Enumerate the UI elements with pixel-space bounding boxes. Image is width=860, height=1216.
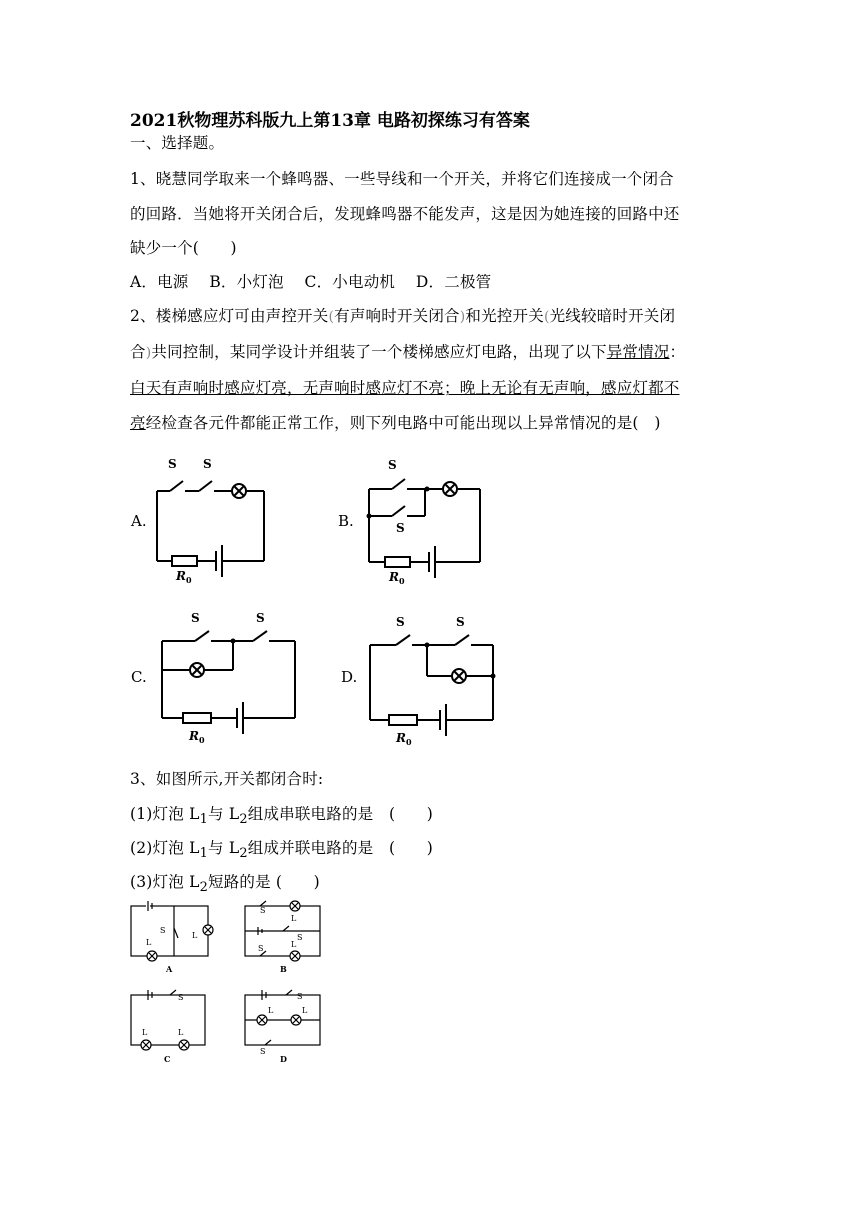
q2-text: 光线较暗时开关闭	[549, 307, 676, 325]
resistor-label: R	[189, 729, 199, 743]
switch-label: S	[260, 1047, 266, 1056]
page-title: 2021秋物理苏科版九上第13章 电路初探练习有答案	[130, 111, 530, 131]
lamp-label: L	[302, 1006, 308, 1015]
q3-subscript: 1	[199, 812, 208, 828]
lamp-label: L	[291, 940, 297, 949]
lamp-label: L	[178, 1028, 184, 1037]
q3-text: 组成并联电路的是 ( )	[247, 839, 433, 857]
q1-options: A．电源 B．小灯泡 C．小电动机 D．二极管	[130, 273, 492, 291]
q3-text: 与 L	[208, 839, 240, 857]
q3-subscript: 1	[199, 846, 208, 862]
switch-label: S	[203, 457, 212, 471]
q1-line-3: 缺少一个( )	[130, 239, 237, 257]
switch-label: S	[258, 944, 264, 953]
q3-circuit-c	[131, 990, 205, 1050]
q2-text: 和光控开关	[465, 307, 544, 325]
q3-circuit-b	[245, 901, 320, 961]
q3-intro: 3、如图所示,开关都闭合时:	[130, 770, 324, 788]
q3-text: (1)灯泡 L	[130, 805, 200, 823]
q2-text: 有声响时开关闭合	[334, 307, 460, 325]
switch-label: S	[456, 615, 465, 629]
switch-label: S	[260, 906, 266, 915]
q3-text: 组成串联电路的是 ( )	[247, 805, 433, 823]
q1-line-2: 的回路．当她将开关闭合后，发现蜂鸣器不能发声，这是因为她连接的回路中还	[130, 205, 680, 223]
q2-text: 共同控制，某同学设计并组装了一个楼梯感应灯电路，出现了以下	[151, 343, 607, 361]
q3-figure-label-d: D	[280, 1054, 287, 1064]
switch-label: S	[191, 611, 200, 625]
q2-option-d-label: D.	[341, 668, 358, 686]
resistor-subscript: 0	[399, 576, 405, 586]
lamp-label: L	[192, 931, 198, 940]
switch-label: S	[256, 611, 265, 625]
switch-label: S	[396, 615, 405, 629]
section-heading: 一、选择题。	[130, 134, 225, 152]
lamp-label: L	[142, 1028, 148, 1037]
q2-text: 合	[130, 343, 146, 361]
q2-text: ：	[669, 343, 686, 361]
q3-subscript: 2	[239, 846, 248, 862]
resistor-label: R	[176, 569, 186, 583]
q3-figure-label-b: B	[280, 964, 287, 974]
q2-option-b-label: B.	[338, 512, 354, 530]
q3-figure-label-a: A	[166, 964, 173, 974]
resistor-subscript: 0	[186, 575, 192, 585]
resistor-subscript: 0	[199, 735, 205, 745]
resistor-subscript: 0	[406, 737, 412, 747]
q2-line-3: 白天有声响时感应灯亮，无声响时感应灯不亮；晚上无论有无声响，感应灯都不	[130, 379, 680, 397]
switch-label: S	[178, 993, 184, 1002]
resistor-label: R	[389, 570, 399, 584]
q2-underlined-text: 异常情况	[606, 343, 670, 361]
q2-text: 2、楼梯感应灯可由声控开关	[130, 307, 329, 325]
q2-line-2: 合)共同控制，某同学设计并组装了一个楼梯感应灯电路，出现了以下异常情况：	[130, 343, 686, 361]
q2-option-c-label: C.	[131, 668, 147, 686]
switch-label: S	[388, 458, 397, 472]
switch-label: S	[168, 457, 177, 471]
q3-figure-label-c: C	[164, 1054, 171, 1064]
q3-text: 短路的是 ( )	[208, 873, 320, 891]
switch-label: S	[160, 926, 166, 935]
lamp-label: L	[268, 1006, 274, 1015]
q2-text: 经检查各元件都能正常工作，则下列电路中可能出现以上异常情况的是( )	[145, 414, 661, 432]
q3-circuit-d	[245, 990, 320, 1045]
q3-circuit-a	[131, 901, 213, 961]
q3-subscript: 2	[199, 880, 208, 896]
resistor-label: R	[396, 731, 406, 745]
lamp-label: L	[146, 938, 152, 947]
switch-label: S	[297, 933, 303, 942]
switch-label: S	[297, 992, 303, 1001]
q2-underlined-text: 亮	[130, 414, 146, 432]
switch-label: S	[396, 521, 405, 535]
lamp-label: L	[291, 914, 297, 923]
q3-text: (2)灯泡 L	[130, 839, 200, 857]
q3-subscript: 2	[239, 812, 248, 828]
q3-text: (3)灯泡 L	[130, 873, 200, 891]
q2-line-1: 2、楼梯感应灯可由声控开关(有声响时开关闭合)和光控开关(光线较暗时开关闭	[130, 307, 676, 325]
q2-option-a-label: A.	[131, 512, 147, 530]
q1-line-1: 1、晓慧同学取来一个蜂鸣器、一些导线和一个开关，并将它们连接成一个闭合	[130, 170, 674, 188]
q3-text: 与 L	[208, 805, 240, 823]
